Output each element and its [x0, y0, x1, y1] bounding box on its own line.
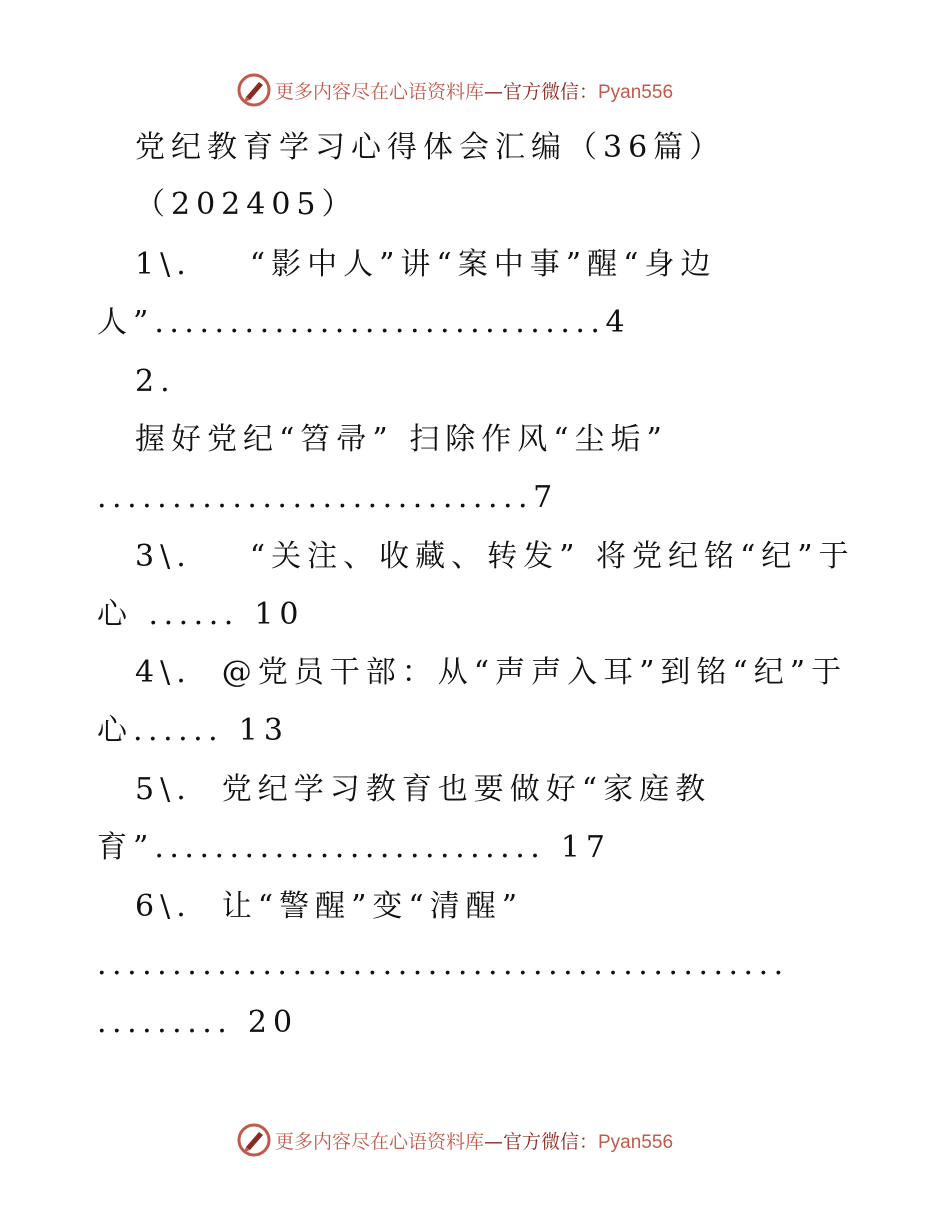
toc-item-number: 5\.: [135, 772, 192, 807]
watermark-text-main: 更多内容尽在心语资料库: [274, 1130, 484, 1153]
document-date: （202405）: [135, 187, 358, 222]
document-title: 党纪教育学习心得体会汇编（36篇）: [135, 130, 726, 165]
toc-item-title: 让“警醒”变“清醒”: [221, 889, 524, 924]
toc-page-number: 17: [560, 830, 612, 865]
toc-item-title-cont: 心: [97, 713, 133, 748]
toc-leader-dots: ..............................................: [97, 947, 789, 982]
watermark-text: [275, 77, 673, 104]
watermark-text: [275, 1127, 673, 1154]
watermark-text-wechat-label: —官方微信：: [483, 80, 598, 103]
footer-watermark-banner: [0, 1120, 950, 1160]
toc-item-number: 3\.: [135, 539, 192, 574]
toc-item-title-cont: 心: [97, 597, 133, 632]
pen-circle-logo-icon: [237, 1123, 271, 1157]
toc-item-3-line1[interactable]: [135, 537, 855, 577]
toc-page-number: 10: [254, 597, 305, 632]
toc-leader-dots: .............................: [97, 480, 534, 515]
toc-item-number: 6\.: [135, 889, 192, 924]
toc-item-1-line2[interactable]: [97, 303, 631, 343]
toc-page-number: 20: [247, 1005, 299, 1040]
toc-item-2-title[interactable]: 握好党纪“笤帚” 扫除作风“尘垢”: [135, 422, 668, 457]
toc-item-4-line1[interactable]: [135, 653, 847, 693]
toc-leader-dots: ..............................: [154, 305, 606, 340]
watermark-text-wechat-id: Pyan556: [598, 81, 674, 103]
toc-item-title: “影中人”讲“案中事”醒“身边: [249, 247, 717, 282]
toc-item-number: 4\.: [135, 655, 192, 690]
toc-item-1-line1[interactable]: [135, 245, 716, 285]
watermark-text-wechat-id: Pyan556: [598, 1131, 674, 1153]
toc-item-number: 1\.: [135, 247, 192, 282]
toc-page-number: 13: [238, 713, 289, 748]
toc-item-title: “关注、收藏、转发” 将党纪铭“纪”于: [249, 539, 855, 574]
toc-item-title-cont: 人”: [97, 305, 155, 340]
toc-item-4-line2[interactable]: [97, 711, 289, 751]
toc-page-number: 7: [533, 480, 559, 515]
toc-page-number: 4: [605, 305, 631, 340]
toc-item-title-cont: 育”: [97, 830, 155, 865]
toc-item-6-leader[interactable]: [97, 945, 789, 985]
pen-circle-logo-icon: [237, 73, 271, 107]
toc-leader-dots: ......: [133, 713, 224, 748]
toc-item-5-line2[interactable]: [97, 828, 611, 868]
watermark-text-main: 更多内容尽在心语资料库: [274, 80, 484, 103]
toc-item-title: @党员干部：从“声声入耳”到铭“纪”于: [221, 655, 848, 690]
toc-item-6-line1[interactable]: [135, 887, 523, 927]
toc-item-3-line2[interactable]: [97, 595, 305, 635]
toc-leader-dots: .........: [97, 1005, 233, 1040]
toc-leader-dots: ......: [148, 597, 239, 632]
header-watermark-banner: [0, 70, 950, 110]
toc-item-2-number: 2.: [135, 364, 176, 399]
toc-item-title: 党纪学习教育也要做好“家庭教: [221, 772, 712, 807]
watermark-text-wechat-label: —官方微信：: [483, 1130, 598, 1153]
toc-leader-dots: ..........................: [154, 830, 546, 865]
toc-item-6-leader-cont[interactable]: [97, 1003, 298, 1043]
toc-item-2-leader[interactable]: [97, 478, 558, 518]
toc-item-5-line1[interactable]: [135, 770, 711, 810]
